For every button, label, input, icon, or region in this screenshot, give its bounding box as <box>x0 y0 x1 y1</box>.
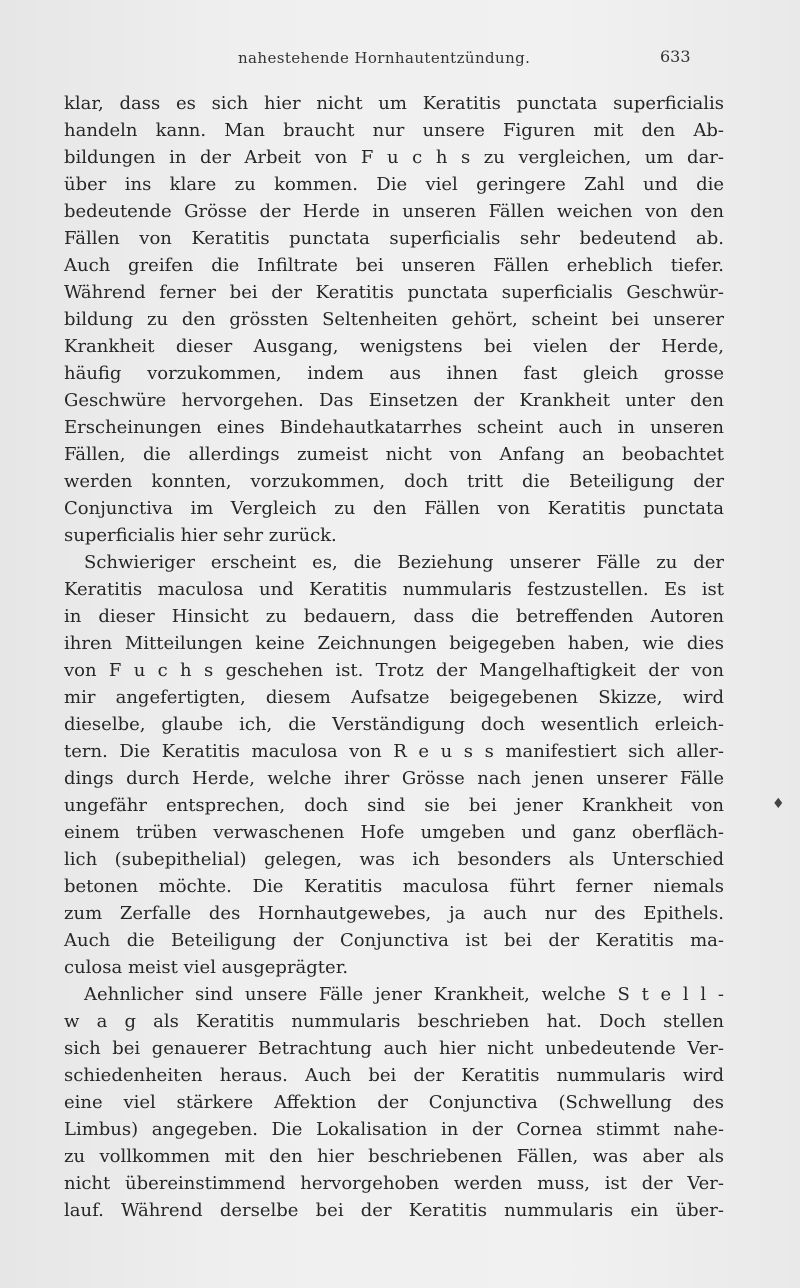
text-line: bildungen in der Arbeit von F u c h s zu vergleichen, um dar- <box>64 147 724 168</box>
text-line: Geschwüre hervorgehen. Das Einsetzen der Krankheit unter den <box>64 390 724 411</box>
text-line: Krankheit dieser Ausgang, wenigstens bei vielen der Herde, <box>64 336 724 357</box>
text-line: Limbus) angegeben. Die Lokalisation in der Cornea stimmt nahe- <box>64 1119 724 1140</box>
text-line: lauf. Während derselbe bei der Keratitis nummularis ein über- <box>64 1200 724 1221</box>
text-line: tern. Die Keratitis maculosa von R e u s s manifestiert sich aller- <box>64 741 724 762</box>
text-line: Auch greifen die Infiltrate bei unseren Fällen erheblich tiefer. <box>64 255 724 276</box>
text-line: superficialis hier sehr zurück. <box>64 525 337 546</box>
text-line: nicht übereinstimmend hervorgehoben werden muss, ist der Ver- <box>64 1173 724 1194</box>
text-line: klar, dass es sich hier nicht um Keratitis punctata superficialis <box>64 93 724 114</box>
text-line: bildung zu den grössten Seltenheiten gehört, scheint bei unserer <box>64 309 724 330</box>
text-line: sich bei genauerer Betrachtung auch hier nicht unbedeutende Ver- <box>64 1038 724 1059</box>
text-line: bedeutende Grösse der Herde in unseren Fällen weichen von den <box>64 201 724 222</box>
text-line: werden konnten, vorzukommen, doch tritt die Beteiligung der <box>64 471 724 492</box>
body-text <box>64 90 724 1224</box>
text-line: eine viel stärkere Affektion der Conjunctiva (Schwellung des <box>64 1092 724 1113</box>
text-line: Erscheinungen eines Bindehautkatarrhes scheint auch in unseren <box>64 417 724 438</box>
text-line: dings durch Herde, welche ihrer Grösse nach jenen unserer Fälle <box>64 768 724 789</box>
text-line: dieselbe, glaube ich, die Verständigung doch wesentlich erleich- <box>64 714 724 735</box>
text-line: Aehnlicher sind unsere Fälle jener Krankheit, welche S t e l l - <box>84 984 724 1005</box>
text-line: Fällen von Keratitis punctata superficialis sehr bedeutend ab. <box>64 228 724 249</box>
text-line: zu vollkommen mit den hier beschriebenen Fällen, was aber als <box>64 1146 724 1167</box>
text-line: handeln kann. Man braucht nur unsere Figuren mit den Ab- <box>64 120 724 141</box>
text-line: Conjunctiva im Vergleich zu den Fällen von Keratitis punctata <box>64 498 724 519</box>
margin-dot-mark: ♦ <box>772 796 785 812</box>
page-number: 633 <box>660 47 691 66</box>
text-line: mir angefertigten, diesem Aufsatze beigegebenen Skizze, wird <box>64 687 724 708</box>
text-line: ihren Mitteilungen keine Zeichnungen beigegeben haben, wie dies <box>64 633 724 654</box>
text-line: w a g als Keratitis nummularis beschrieben hat. Doch stellen <box>64 1011 724 1032</box>
text-line: Schwieriger erscheint es, die Beziehung unserer Fälle zu der <box>84 552 724 573</box>
text-line: Keratitis maculosa und Keratitis nummularis festzustellen. Es ist <box>64 579 724 600</box>
text-line: betonen möchte. Die Keratitis maculosa führt ferner niemals <box>64 876 724 897</box>
text-line: Auch die Beteiligung der Conjunctiva ist bei der Keratitis ma- <box>64 930 724 951</box>
text-line: zum Zerfalle des Hornhautgewebes, ja auch nur des Epithels. <box>64 903 724 924</box>
running-head: nahestehende Hornhautentzündung. <box>238 49 531 67</box>
text-line: lich (subepithelial) gelegen, was ich besonders als Unterschied <box>64 849 724 870</box>
text-line: in dieser Hinsicht zu bedauern, dass die betreffenden Autoren <box>64 606 724 627</box>
text-line: häufig vorzukommen, indem aus ihnen fast gleich grosse <box>64 363 724 384</box>
text-line: über ins klare zu kommen. Die viel geringere Zahl und die <box>64 174 724 195</box>
text-line: einem trüben verwaschenen Hofe umgeben und ganz oberfläch- <box>64 822 724 843</box>
text-line: Während ferner bei der Keratitis punctata superficialis Geschwür- <box>64 282 724 303</box>
text-line: von F u c h s geschehen ist. Trotz der Mangelhaftigkeit der von <box>64 660 724 681</box>
text-line: ungefähr entsprechen, doch sind sie bei jener Krankheit von <box>64 795 724 816</box>
text-line: schiedenheiten heraus. Auch bei der Keratitis nummularis wird <box>64 1065 724 1086</box>
text-line: Fällen, die allerdings zumeist nicht von Anfang an beobachtet <box>64 444 724 465</box>
text-line: culosa meist viel ausgeprägter. <box>64 957 349 978</box>
